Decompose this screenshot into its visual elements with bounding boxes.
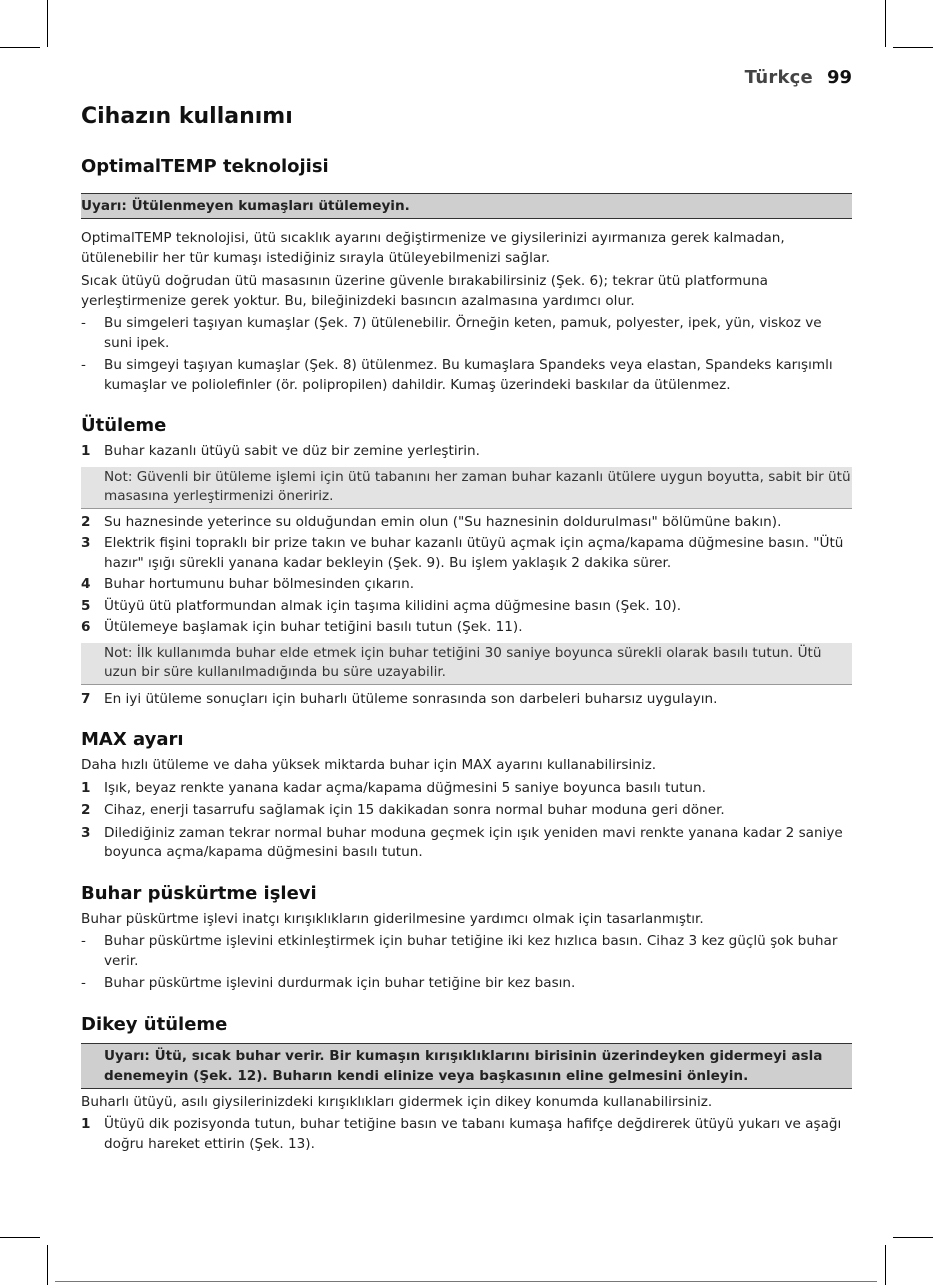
list-item-text: Buhar püskürtme işlevini etkinleştirmek için buhar tetiğine iki kez hızlıca basın. Cihaz 3 kez güçlü şok buhar verir.	[104, 933, 838, 969]
list-item	[81, 932, 852, 971]
step-item	[81, 534, 852, 573]
list-item-text: Bu simgeyi taşıyan kumaşlar (Şek. 8) ütülenmez. Bu kumaşlara Spandeks veya elastan, Spandeks karışımlı kumaşlar ve poliolefinler (ör. polipropilen) dahildir. Kumaş üzerindeki baskılar da ütülenmez.	[104, 357, 833, 393]
warning-box: Uyarı: Ütülenmeyen kumaşları ütülemeyin.	[81, 193, 852, 219]
step-item	[81, 618, 852, 638]
step-text: Buhar kazanlı ütüyü sabit ve düz bir zemine yerleştirin.	[104, 443, 480, 459]
crop-mark	[0, 47, 40, 48]
step-text: Buhar hortumunu buhar bölmesinden çıkarın.	[104, 576, 415, 592]
bullet-dash: -	[81, 315, 86, 331]
step-item	[81, 513, 852, 533]
step-item	[81, 575, 852, 595]
step-number: 2	[81, 802, 91, 818]
note-box: Not: Güvenli bir ütüleme işlemi için ütü tabanını her zaman buhar kazanlı ütülere uygun boyutta, sabit bir ütü masasına yerleştirmenizi öneririz.	[81, 467, 852, 509]
bottom-rule	[55, 1281, 877, 1282]
step-text: Cihaz, enerji tasarrufu sağlamak için 15 dakikadan sonra normal buhar moduna geri döner.	[104, 802, 725, 818]
section-heading-vertical: Dikey ütüleme	[81, 1013, 228, 1035]
step-number: 4	[81, 576, 91, 592]
step-item	[81, 442, 852, 462]
header-language: Türkçe	[744, 67, 813, 88]
crop-mark	[885, 1245, 886, 1285]
crop-mark	[0, 1237, 40, 1238]
step-text: Ütülemeye başlamak için buhar tetiğini basılı tutun (Şek. 11).	[104, 619, 523, 635]
bullet-dash: -	[81, 933, 86, 949]
step-text: En iyi ütüleme sonuçları için buharlı ütüleme sonrasında son darbeleri buharsız uygulayın.	[104, 690, 718, 707]
step-item	[81, 824, 852, 863]
step-item	[81, 597, 852, 617]
page-header	[745, 67, 852, 88]
section-heading-ironing: Ütüleme	[81, 415, 167, 436]
list-item-text: Buhar püskürtme işlevini durdurmak için buhar tetiğine bir kez basın.	[104, 975, 576, 991]
page-title: Cihazın kullanımı	[81, 104, 293, 129]
step-number: 1	[81, 443, 91, 459]
paragraph: Buharlı ütüyü, asılı giysilerinizdeki kırışıklıkları gidermek için dikey konumda kullanabilirsiniz.	[81, 1093, 713, 1110]
step-number: 7	[81, 690, 91, 707]
list-item	[81, 356, 852, 395]
warning-box: Uyarı: Ütü, sıcak buhar verir. Bir kumaşın kırışıklıklarını birisinin üzerindeyken gidermeyi asla denemeyin (Şek. 12). Buharın kendi elinize veya başkasının eline gelmesini önleyin.	[81, 1043, 852, 1089]
step-text: Ütüyü ütü platformundan almak için taşıma kilidini açma düğmesine basın (Şek. 10).	[104, 597, 682, 614]
note-box: Not: İlk kullanımda buhar elde etmek için buhar tetiğini 30 saniye boyunca sürekli olarak basılı tutun. Ütü uzun bir süre kullanılmadığında bu süre uzayabilir.	[81, 643, 852, 685]
step-number: 1	[81, 1116, 91, 1132]
step-item	[81, 1115, 852, 1154]
crop-mark	[47, 1245, 48, 1285]
step-number: 2	[81, 513, 91, 530]
step-item	[81, 779, 852, 799]
section-heading-optimaltemp: OptimalTEMP teknolojisi	[81, 156, 329, 177]
page-number: 99	[826, 67, 852, 88]
paragraph: Sıcak ütüyü doğrudan ütü masasının üzerine güvenle bırakabilirsiniz (Şek. 6); tekrar ütü platformuna yerleştirmenize gerek yoktur. Bu, bileğinizdeki basıncın azalmasına yardımcı olur.	[81, 273, 768, 309]
content	[81, 154, 852, 1154]
step-number: 3	[81, 535, 91, 551]
section-heading-max: MAX ayarı	[81, 729, 184, 750]
step-text: Elektrik fişini topraklı bir prize takın ve buhar kazanlı ütüyü açmak için açma/kapama düğmesine basın. "Ütü hazır" ışığı sürekli yanana kadar bekleyin (Şek. 9). Bu işlem yaklaşık 2 dakika sürer.	[104, 535, 844, 571]
step-text: Ütüyü dik pozisyonda tutun, buhar tetiğine basın ve tabanı kumaşa hafifçe değdirerek ütüyü yukarı ve aşağı doğru hareket ettirin (Şek. 13).	[104, 1116, 842, 1152]
paragraph: Daha hızlı ütüleme ve daha yüksek miktarda buhar için MAX ayarını kullanabilirsiniz.	[81, 757, 657, 773]
step-number: 1	[81, 779, 91, 796]
section-heading-burst: Buhar püskürtme işlevi	[81, 882, 317, 904]
crop-mark	[893, 1237, 933, 1238]
step-item	[81, 801, 852, 821]
step-text: Işık, beyaz renkte yanana kadar açma/kapama düğmesini 5 saniye boyunca basılı tutun.	[104, 779, 706, 796]
paragraph: OptimalTEMP teknolojisi, ütü sıcaklık ayarını değiştirmenize ve giysilerinizi ayırmanıza gerek kalmadan, ütülenebilir her tür kumaşı istediğiniz sırayla ütüleyebilmenizi sağlar.	[81, 230, 785, 266]
step-text: Dilediğiniz zaman tekrar normal buhar moduna geçmek için ışık yeniden mavi renkte yanana kadar 2 saniye boyunca açma/kapama düğmesini basılı tutun.	[104, 824, 843, 860]
step-number: 3	[81, 824, 91, 841]
bullet-dash: -	[81, 357, 86, 373]
step-number: 6	[81, 619, 91, 635]
crop-mark	[885, 0, 886, 47]
step-text: Su haznesinde yeterince su olduğundan emin olun ("Su haznesinin doldurulması" bölümüne bakın).	[104, 513, 782, 530]
crop-mark	[893, 47, 933, 48]
paragraph: Buhar püskürtme işlevi inatçı kırışıklıkların giderilmesine yardımcı olmak için tasarlanmıştır.	[81, 910, 704, 927]
list-item	[81, 314, 852, 353]
step-number: 5	[81, 597, 91, 614]
list-item-text: Bu simgeleri taşıyan kumaşlar (Şek. 7) ütülenebilir. Örneğin keten, pamuk, polyester, ipek, yün, viskoz ve suni ipek.	[104, 315, 822, 351]
crop-mark	[47, 0, 48, 47]
list-item	[81, 974, 852, 994]
bullet-dash: -	[81, 975, 86, 991]
step-item	[81, 690, 852, 710]
